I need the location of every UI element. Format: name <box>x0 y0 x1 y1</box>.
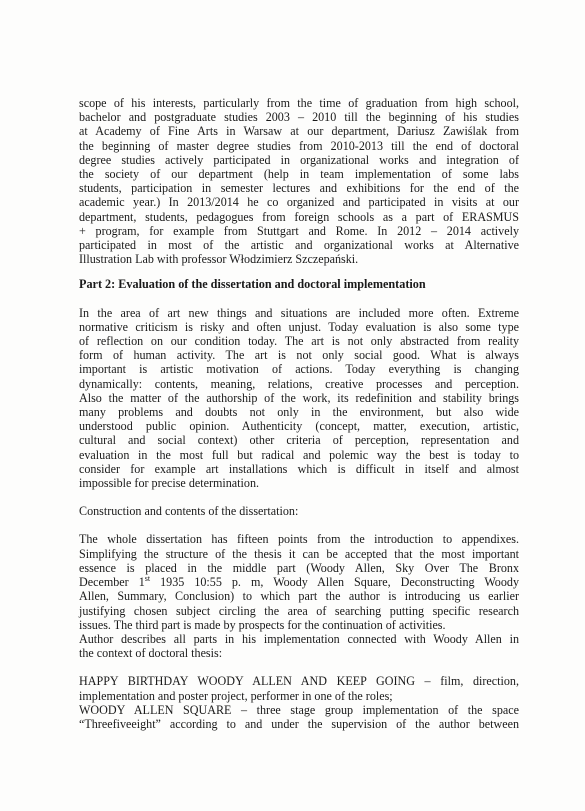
text-line: participated in most of the artistic and organizational works at Alternative <box>79 238 519 253</box>
text-line: essence is placed in the middle part (Woody Allen, Sky Over The Bronx <box>79 560 519 575</box>
text-line: form of human activity. The art is not only social good. What is always <box>79 348 519 363</box>
intro-paragraph <box>79 96 519 266</box>
text-line: “Threefiveeight” according to and under the supervision of the author between <box>79 716 519 731</box>
text-line: department, students, pedagogues from foreign schools as a part of ERASMUS <box>79 209 519 224</box>
spacer <box>79 518 519 532</box>
evaluation-paragraph <box>79 306 519 491</box>
text-line: cultural and social context) other criteria of perception, representation and <box>79 433 519 448</box>
text-line: issues. The third part is made by prospects for the continuation of activities. <box>79 617 446 632</box>
text-line: of reflection on our condition today. The art is not only abstracted from reality <box>79 334 519 349</box>
spacer <box>79 660 519 674</box>
text-line: at Academy of Fine Arts in Warsaw at our department, Dariusz Zawiślak from <box>79 124 519 139</box>
construction-label: Construction and contents of the dissertation: <box>79 504 299 519</box>
text-line: Author describes all parts in his implementation connected with Woody Allen in <box>79 631 519 646</box>
text-line: Illustration Lab with professor Włodzimierz Szczepański. <box>79 252 359 267</box>
text-line: normative criticism is risky and often unjust. Today evaluation is also some type <box>79 319 519 334</box>
text-line: the context of doctoral thesis: <box>79 646 223 661</box>
text-line: students, participation in semester lectures and exhibitions for the end of the <box>79 181 519 196</box>
text-line: evaluation in the most full but radical and polemic way the best is today to <box>79 447 519 462</box>
date-text-rest: 1935 10:55 p. m, Woody Allen Square, Deconstructing Woody <box>150 575 519 590</box>
spacer <box>79 266 519 277</box>
text-line: degree studies actively participated in organizational works and integration of <box>79 152 519 167</box>
text-line: impossible for precise determination. <box>79 476 260 491</box>
document-body <box>79 96 519 731</box>
text-line: important is artistic motivation of actions. Today everything is changing <box>79 362 519 377</box>
ordinal-suffix: st <box>144 574 151 584</box>
text-line: Also the matter of the authorship of the work, its redefinition and stability brings <box>79 390 519 405</box>
works-paragraph <box>79 674 519 731</box>
text-line: + program, for example from Stuttgart and Rome. In 2012 – 2014 actively <box>79 223 519 238</box>
spacer <box>79 292 519 306</box>
spacer <box>79 490 519 504</box>
text-line: many problems and doubts not only in the environment, but also wide <box>79 405 519 420</box>
text-line: the society of our department (help in team implementation of some labs <box>79 167 519 182</box>
text-line: understood public opinion. Authenticity (concept, matter, execution, artistic, <box>79 419 519 434</box>
text-line: HAPPY BIRTHDAY WOODY ALLEN AND KEEP GOING – film, direction, <box>79 674 519 689</box>
text-line: Simplifying the structure of the thesis it can be accepted that the most important <box>79 546 519 561</box>
text-line: In the area of art new things and situations are included more often. Extreme <box>79 305 519 320</box>
text-line: implementation and poster project, performer in one of the roles; <box>79 688 393 703</box>
text-line: the beginning of master degree studies from 2010-2013 till the end of doctoral <box>79 138 519 153</box>
text-line: academic year.) In 2013/2014 he co organized and participated in visits at our <box>79 195 519 210</box>
date-text: December 1 <box>79 575 145 590</box>
text-line: Allen, Summary, Conclusion) to which part the author is introducing us earlier <box>79 589 519 604</box>
section-heading: Part 2: Evaluation of the dissertation and doctoral implementation <box>79 277 426 292</box>
text-line: consider for example art installations which is difficult in itself and almost <box>79 461 519 476</box>
text-line: scope of his interests, particularly from the time of graduation from high school, <box>79 96 519 110</box>
text-line: justifying chosen subject circling the area of searching putting specific research <box>79 603 519 618</box>
text-line: The whole dissertation has fifteen points from the introduction to appendixes. <box>79 532 519 547</box>
author-paragraph <box>79 632 519 660</box>
text-line: WOODY ALLEN SQUARE – three stage group implementation of the space <box>79 702 519 717</box>
text-line: bachelor and postgraduate studies 2003 – 2010 till the beginning of his studies <box>79 110 519 125</box>
text-line: dynamically: contents, meaning, relations, creative processes and perception. <box>79 376 519 391</box>
text-line-date <box>79 575 519 589</box>
structure-paragraph <box>79 532 519 631</box>
